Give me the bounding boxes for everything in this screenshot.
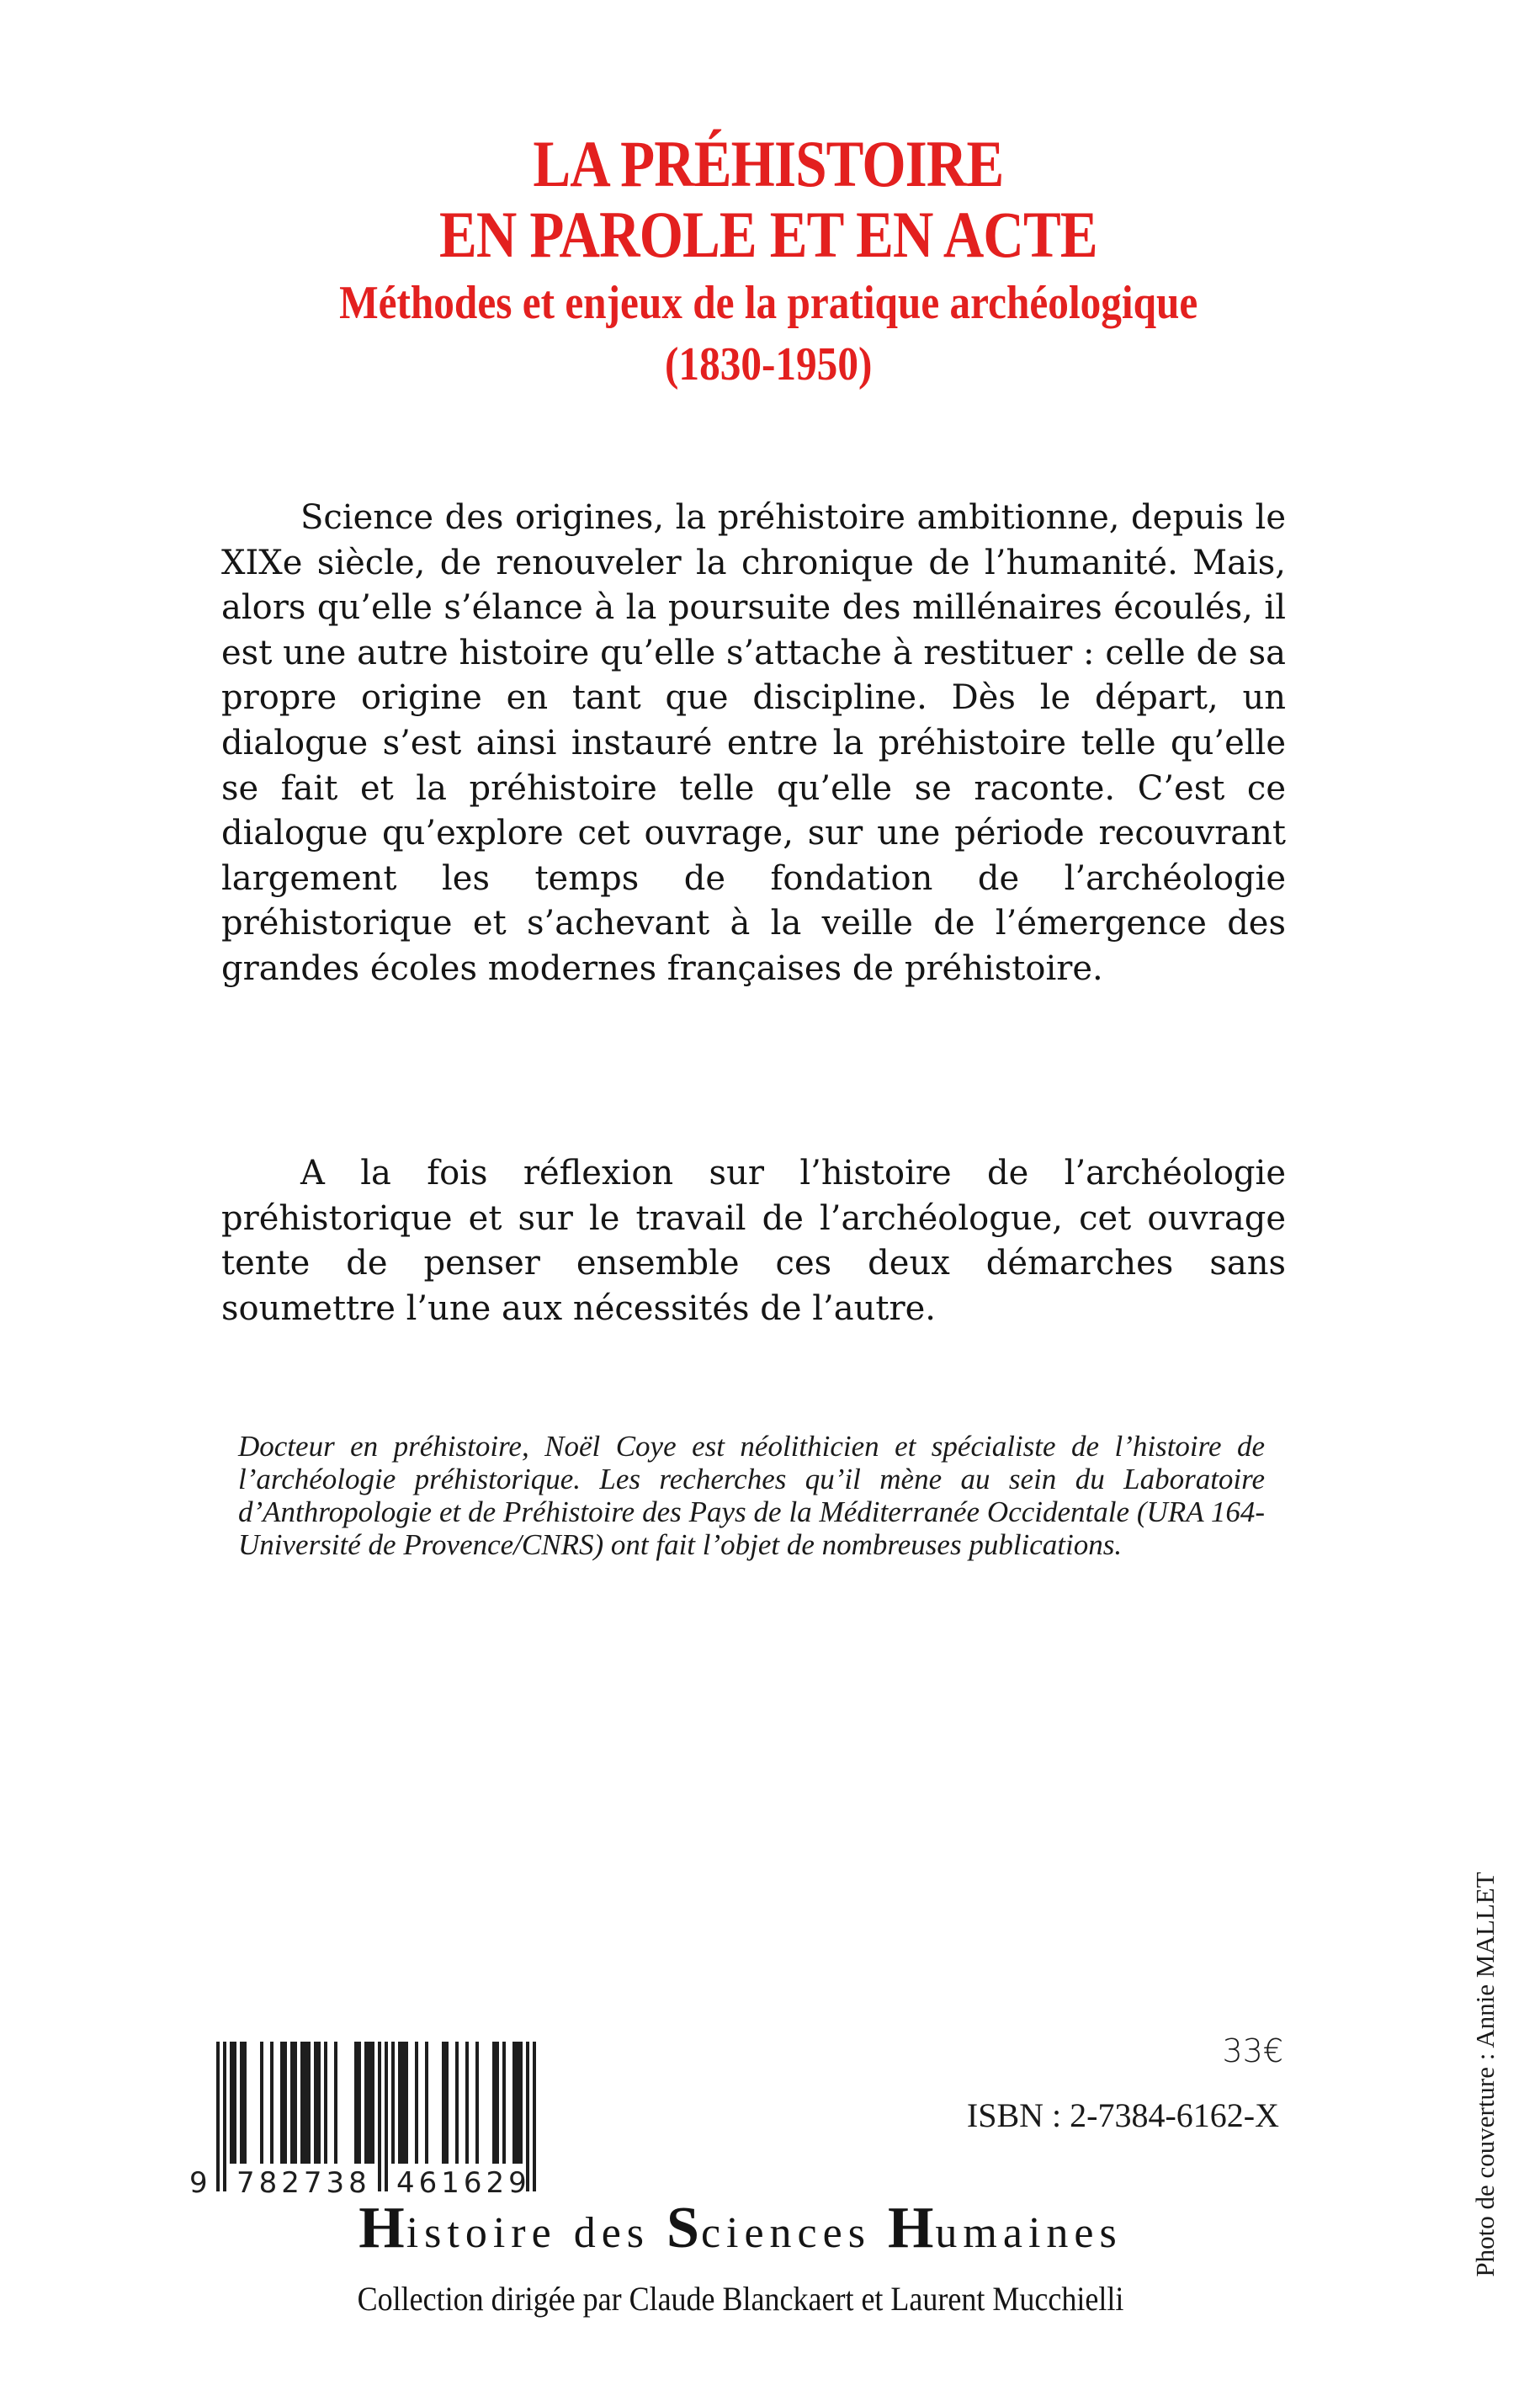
collection-name-initial-3: H [887,2196,936,2260]
collection-name [0,2195,1481,2262]
barcode-digits-left: 782738 [236,2166,371,2200]
summary-paragraph-2-block [221,1151,1286,1331]
isbn-label: ISBN : 2-7384-6162-X [966,2096,1279,2134]
summary-paragraph-1-block [221,496,1286,992]
collection-name-initial-1: H [358,2196,406,2260]
barcode-digit-first: 9 [189,2166,208,2200]
collection-name-initial-2: S [666,2196,701,2260]
book-title-line-1: LA PRÉHISTOIRE [533,127,1004,200]
photo-credit: Photo de couverture : Annie MALLET [1470,1872,1500,2277]
author-bio: Docteur en préhistoire, Noël Coye est néolithicien et spécialiste de l’histoire de l’archéologie préhistorique. Les recherches qu’il mène au sein du Laboratoire d’Anthropologie et de Préhistoire des Pays de la Méditerranée Occidentale (URA 164- Université de Provence/CNRS) ont fait l’objet de nombreuses publications. [238,1430,1265,1561]
book-subtitle: Méthodes et enjeux de la pratique archéologique [339,277,1198,329]
barcode-digits-right: 461629 [396,2166,531,2200]
price-label: 33€ [1222,2032,1283,2069]
summary-paragraph-2: A la fois réflexion sur l’histoire de l’archéologie préhistorique et sur le travail de l’archéologue, cet ouvrage tente de penser ensemble ces deux démarches sans soumettre l’une aux nécessités de l’autre. [221,1154,1286,1328]
barcode-icon [189,2042,536,2202]
summary-paragraph-1: Science des origines, la préhistoire ambitionne, depuis le XIXe siècle, de renouveler la chronique de l’humanité. Mais, alors qu’elle s’élance à la poursuite des millénaires écoulés, il est une autre histoire qu’elle s’attache à restituer : celle de sa propre origine en tant que discipline. Dès le départ, un dialogue s’est ainsi instauré entre la préhistoire telle qu’elle se fait et la préhistoire telle qu’elle se raconte. C’est ce dialogue qu’explore cet ouvrage, sur une période recouvrant largement les temps de fondation de l’archéologie préhistorique et s’achevant à la veille de l’émergence des grandes écoles modernes françaises de préhistoire. [221,498,1286,988]
collection-name-part-3: umaines [935,2209,1123,2257]
book-title-line-2: EN PAROLE ET EN ACTE [439,198,1097,271]
collection-name-part-1: istoire des [406,2209,667,2257]
collection-name-part-2: ciences [700,2209,888,2257]
book-dates: (1830-1950) [665,338,873,390]
collection-directors: Collection dirigée par Claude Blanckaert et Laurent Mucchielli [357,2280,1124,2318]
